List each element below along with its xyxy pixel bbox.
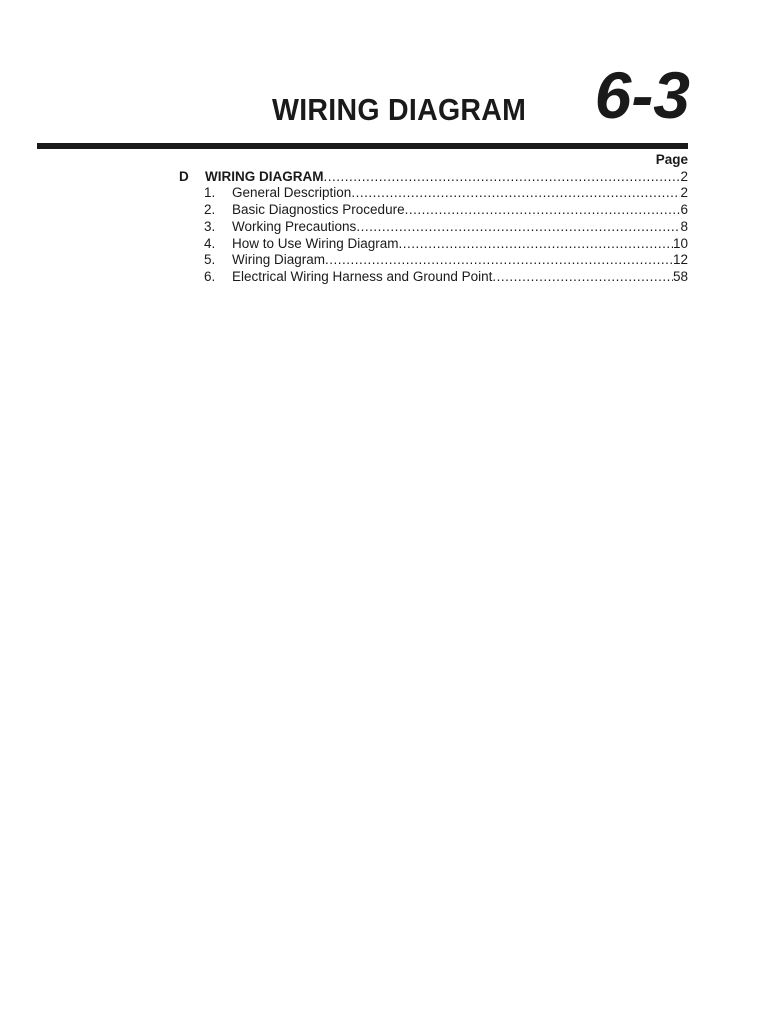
toc-entry-6[interactable]: [0, 268, 768, 285]
toc-main-page: 2: [680, 169, 688, 184]
toc-entry-title: How to Use Wiring Diagram: [232, 236, 399, 251]
section-number: 6-3: [594, 58, 690, 132]
toc-entry-title: Wiring Diagram: [232, 252, 326, 267]
toc-leader: [399, 235, 673, 252]
toc-entry-4[interactable]: [0, 235, 768, 252]
toc-entry-line: [232, 251, 688, 268]
toc-entry-number: 1.: [204, 185, 216, 200]
toc-main-entry[interactable]: [0, 168, 768, 185]
toc-entry-title: Working Precautions: [232, 219, 357, 234]
toc-entry-title: Electrical Wiring Harness and Ground Point: [232, 269, 493, 284]
toc-entry-page: 58: [672, 269, 688, 284]
toc-leader: [405, 201, 681, 218]
toc-entry-2[interactable]: [0, 201, 768, 218]
toc-entry-number: 3.: [204, 219, 216, 234]
toc-main-marker: D: [179, 169, 189, 184]
toc-entry-page: 6: [680, 202, 688, 217]
toc-entry-line: [232, 184, 688, 201]
toc-entry-1[interactable]: [0, 184, 768, 201]
toc-entry-number: 6.: [204, 269, 216, 284]
toc-leader: [324, 168, 681, 185]
toc-entry-number: 5.: [204, 252, 216, 267]
toc-entry-title: General Description: [232, 185, 352, 200]
page-title: WIRING DIAGRAM: [272, 92, 527, 127]
toc-entry-line: [232, 218, 688, 235]
toc-entry-title: Basic Diagnostics Procedure: [232, 202, 405, 217]
toc-entry-page: 10: [672, 236, 688, 251]
toc-entry-number: 4.: [204, 236, 216, 251]
toc-entry-line: [232, 268, 688, 285]
header-rule: [37, 143, 688, 149]
toc-leader: [356, 218, 680, 235]
toc-entry-line: [232, 201, 688, 218]
toc-entry-5[interactable]: [0, 251, 768, 268]
toc-entry-line: [232, 235, 688, 252]
toc-entry-page: 12: [672, 252, 688, 267]
toc-main-title: WIRING DIAGRAM: [205, 169, 324, 184]
toc-main-entry-line: [205, 168, 688, 185]
toc-leader: [492, 268, 673, 285]
toc-entry-page: 8: [680, 219, 688, 234]
page-column-label: Page: [655, 152, 688, 167]
toc-entry-number: 2.: [204, 202, 216, 217]
toc-leader: [325, 251, 673, 268]
toc-entry-3[interactable]: [0, 218, 768, 235]
toc-entry-page: 2: [680, 185, 688, 200]
toc-leader: [351, 184, 680, 201]
